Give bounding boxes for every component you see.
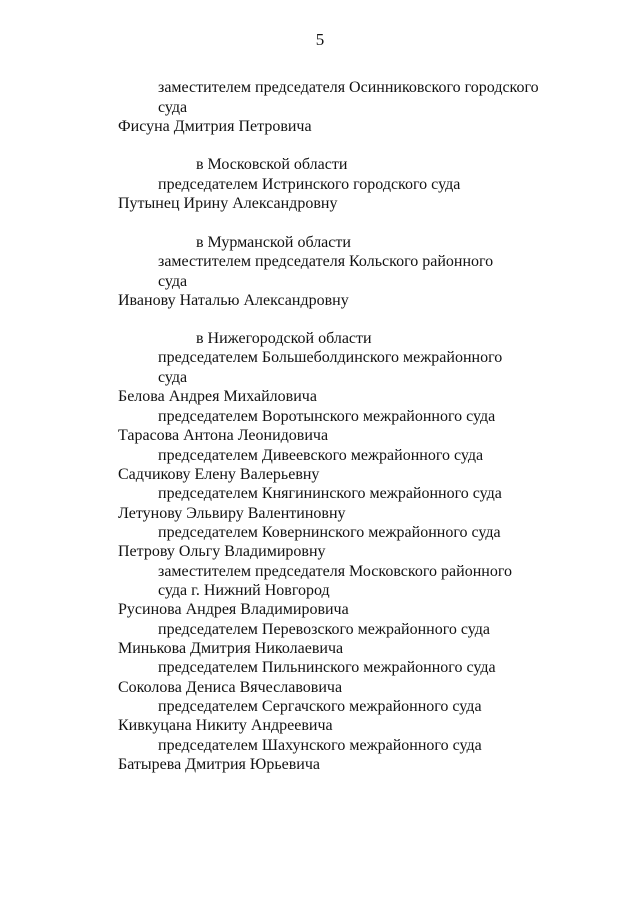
person-name: Садчикову Елену Валерьевну — [118, 466, 320, 483]
position-line: председателем Дивеевского межрайонного суда — [158, 447, 484, 464]
person-name: Минькова Дмитрия Николаевича — [118, 640, 344, 657]
position-line: суда г. Нижний Новгород — [158, 582, 330, 599]
position-line: суда — [158, 273, 188, 290]
region-heading: в Московской области — [196, 156, 348, 173]
position-line: председателем Воротынского межрайонного суда — [158, 408, 496, 425]
position-line: председателем Княгининского межрайонного суда — [158, 485, 502, 502]
position-line: председателем Сергачского межрайонного суда — [158, 698, 482, 715]
position-line: председателем Пильнинского межрайонного суда — [158, 659, 496, 676]
person-name: Белова Андрея Михайловича — [118, 388, 317, 405]
position-line: председателем Шахунского межрайонного суда — [158, 737, 482, 754]
position-line: заместителем председателя Кольского районного — [158, 253, 494, 270]
person-name: Иванову Наталью Александровну — [118, 292, 349, 309]
region-heading: в Мурманской области — [196, 234, 351, 251]
person-name: Батырева Дмитрия Юрьевича — [118, 756, 320, 773]
person-name: Русинова Андрея Владимировича — [118, 601, 349, 618]
position-line: заместителем председателя Московского районного — [158, 563, 512, 580]
person-name: Летунову Эльвиру Валентиновну — [118, 505, 346, 522]
position-line: председателем Большеболдинского межрайонного — [158, 349, 503, 366]
person-name: Путынец Ирину Александровну — [118, 195, 338, 212]
person-name: Фисуна Дмитрия Петровича — [118, 118, 312, 135]
position-line: председателем Истринского городского суда — [158, 176, 461, 193]
position-line: суда — [158, 369, 188, 386]
person-name: Кивкуцана Никиту Андреевича — [118, 717, 333, 734]
person-name: Петрову Ольгу Владимировну — [118, 543, 326, 560]
region-heading: в Нижегородской области — [196, 330, 372, 347]
page-number: 5 — [315, 30, 325, 49]
position-line: суда — [158, 99, 188, 116]
position-line: заместителем председателя Осинниковского городского — [158, 79, 539, 96]
person-name: Соколова Дениса Вячеславовича — [118, 679, 343, 696]
person-name: Тарасова Антона Леонидовича — [118, 427, 329, 444]
position-line: председателем Перевозского межрайонного суда — [158, 621, 491, 638]
position-line: председателем Ковернинского межрайонного суда — [158, 524, 501, 541]
